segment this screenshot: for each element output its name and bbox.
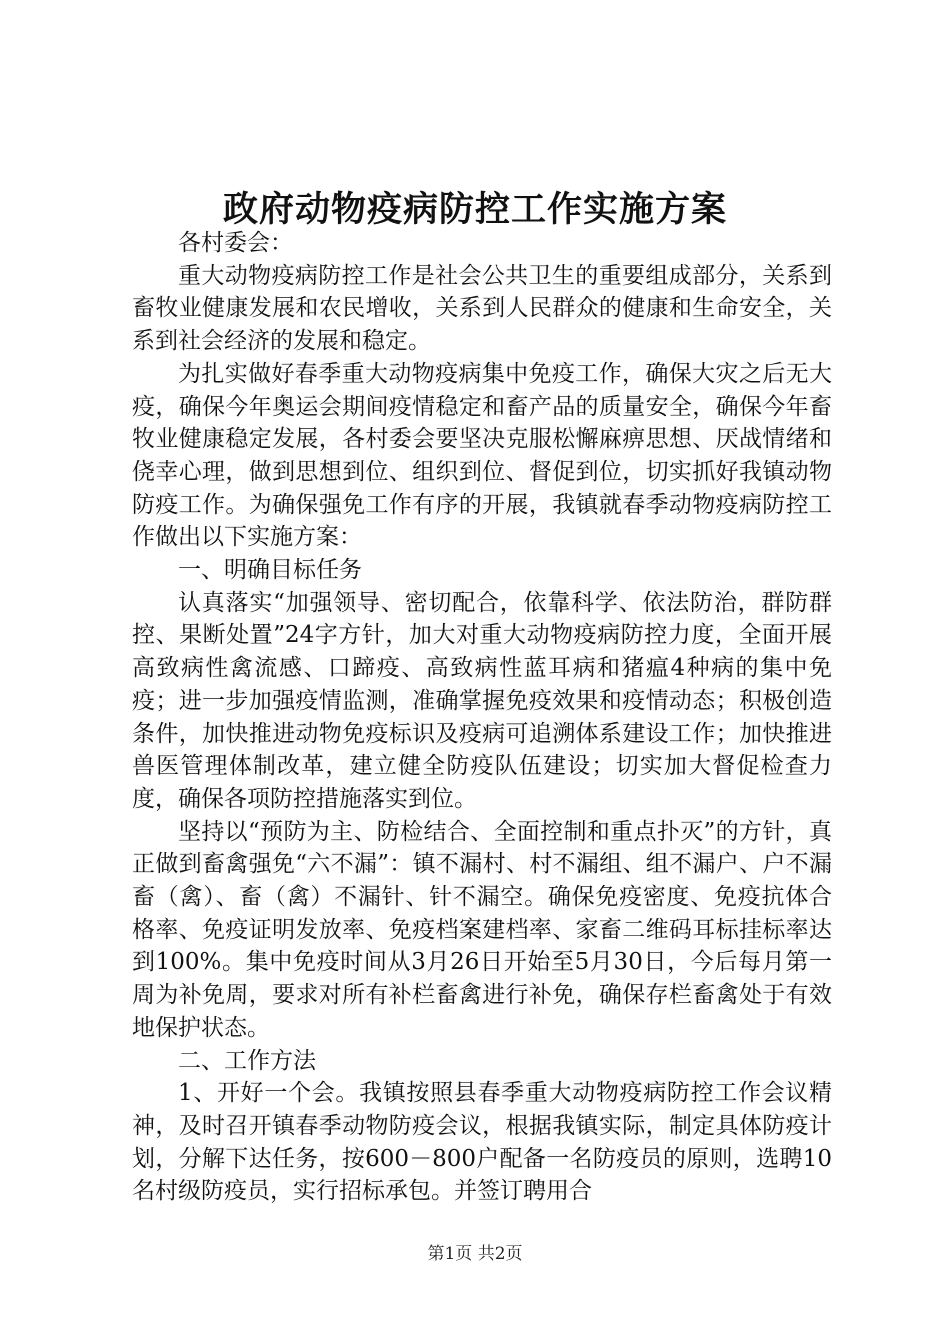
paragraph: 认真落实“加强领导、密切配合，依靠科学、依法防治，群防群控、果断处置”24字方针，加大对重大动物疫病防控力度，全面开展高致病性禽流感、口蹄疫、高致病性蓝耳病和猪瘟4种病的集中免疫；进一步加强疫情监测，准确掌握免疫效果和疫情动态；积极创造条件，加快推进动物免疫标识及疫病可追溯体系建设工作；加快推进兽医管理体制改革，建立健全防疫队伍建设；切实加大督促检查力度，确保各项防控措施落实到位。 xyxy=(132,589,832,812)
salutation: 各村委会： xyxy=(178,230,293,256)
page-number: 第1页 共2页 xyxy=(427,1244,523,1264)
section-heading: 一、明确目标任务 xyxy=(178,557,362,584)
document-title: 政府动物疫病防控工作实施方案 xyxy=(222,189,727,230)
paragraph: 重大动物疫病防控工作是社会公共卫生的重要组成部分，关系到畜牧业健康发展和农民增收，关系到人民群众的健康和生命安全，关系到社会经济的发展和稳定。 xyxy=(132,262,832,355)
paragraph: 1、开好一个会。我镇按照县春季重大动物疫病防控工作会议精神，及时召开镇春季动物防疫会议，根据我镇实际，制定具体防疫计划，分解下达任务，按600－800户配备一名防疫员的原则，选聘10名村级防疫员，实行招标承包。并签订聘用合 xyxy=(132,1080,832,1205)
paragraph: 为扎实做好春季重大动物疫病集中免疫工作，确保大灾之后无大疫，确保今年奥运会期间疫情稳定和畜产品的质量安全，确保今年畜牧业健康稳定发展，各村委会要坚决克服松懈麻痹思想、厌战情绪和侥幸心理，做到思想到位、组织到位、督促到位，切实抓好我镇动物防疫工作。为确保强免工作有序的开展，我镇就春季动物疫病防控工作做出以下实施方案： xyxy=(132,360,832,551)
section-heading: 二、工作方法 xyxy=(178,1047,316,1074)
document-body xyxy=(132,227,832,1208)
paragraph: 坚持以“预防为主、防检结合、全面控制和重点扑灭”的方针，真正做到畜禽强免“六不漏”：镇不漏村、村不漏组、组不漏户、户不漏畜（禽）、畜（禽）不漏针、针不漏空。确保免疫密度、免疫抗体合格率、免疫证明发放率、免疫档案建档率、家畜二维码耳标挂标率达到100%。集中免疫时间从3月26日开始至5月30日，今后每月第一周为补免周，要求对所有补栏畜禽进行补免，确保存栏畜禽处于有效地保护状态。 xyxy=(132,818,832,1041)
